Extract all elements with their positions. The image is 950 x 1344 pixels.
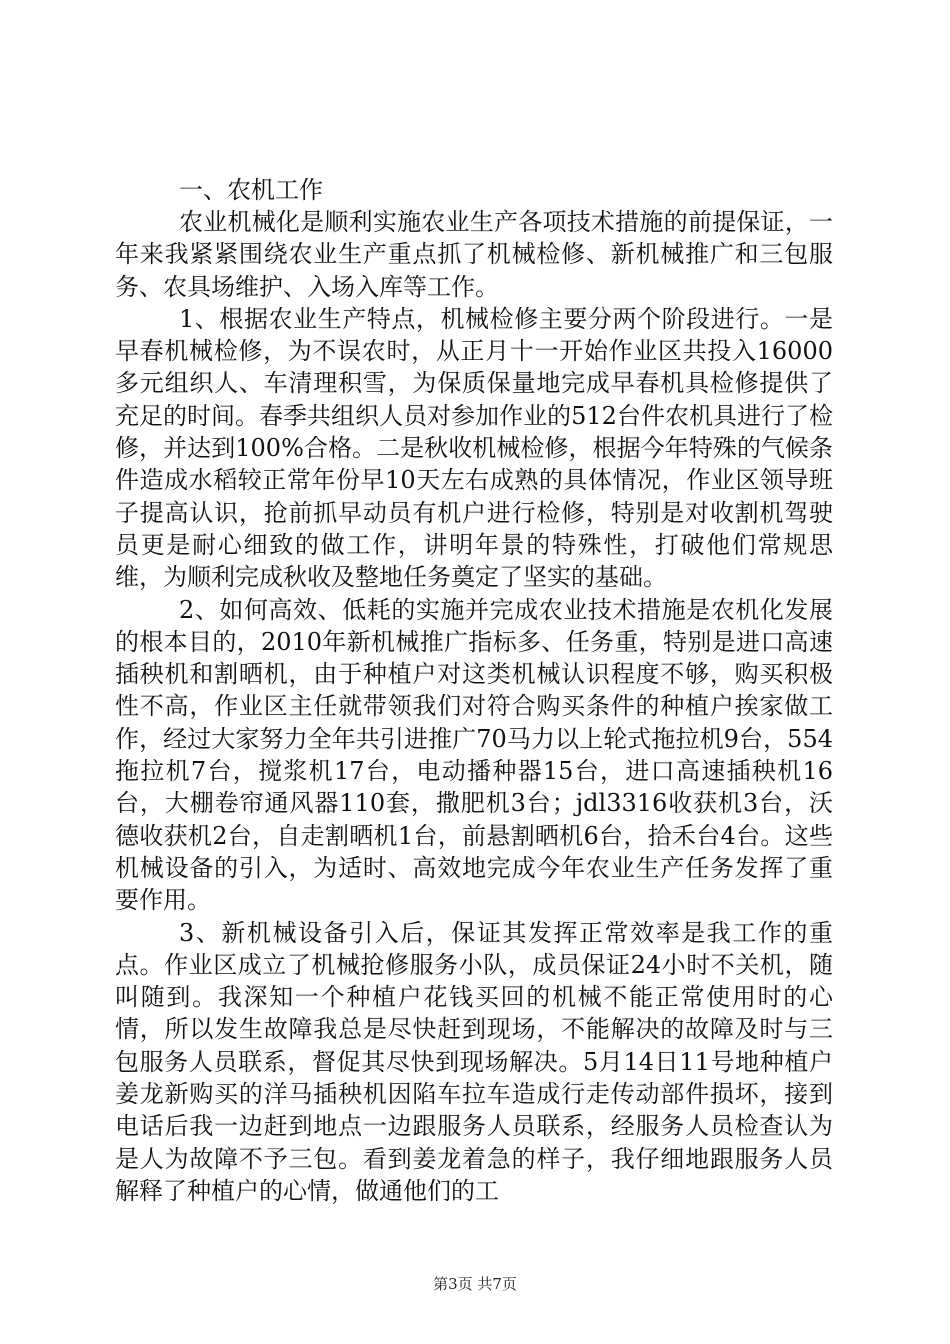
page-footer: 第3页 共7页	[433, 1275, 517, 1293]
paragraph-item-2: 2、如何高效、低耗的实施并完成农业技术措施是农机化发展的根本目的，2010年新机械推广指标多、任务重，特别是进口高速插秧机和割晒机，由于种植户对这类机械认识程度不够，购买积极性不高，作业区主任就带领我们对符合购买条件的种植户挨家做工作，经过大家努力全年共引进推广70马力以上轮式拖拉机9台，554拖拉机7台，搅浆机17台，电动播种器15台，进口高速插秧机16台，大棚卷帘通风器110套，撒肥机3台；jdl3316收获机3台，沃德收获机2台，自走割晒机1台，前悬割晒机6台，拾禾台4台。这些机械设备的引入，为适时、高效地完成今年农业生产任务发挥了重要作用。	[115, 595, 833, 915]
document-body	[115, 174, 833, 1207]
paragraph-item-3: 3、新机械设备引入后，保证其发挥正常效率是我工作的重点。作业区成立了机械抢修服务小队，成员保证24小时不关机，随叫随到。我深知一个种植户花钱买回的机械不能正常使用时的心情，所以发生故障我总是尽快赶到现场，不能解决的故障及时与三包服务人员联系，督促其尽快到现场解决。5月14日11号地种植户姜龙新购买的洋马插秧机因陷车拉车造成行走传动部件损坏，接到电话后我一边赶到地点一边跟服务人员联系，经服务人员检查认为是人为故障不予三包。看到姜龙着急的样子，我仔细地跟服务人员解释了种植户的心情，做通他们的工	[115, 918, 833, 1205]
paragraph-intro: 农业机械化是顺利实施农业生产各项技术措施的前提保证，一年来我紧紧围绕农业生产重点抓了机械检修、新机械推广和三包服务、农具场维护、入场入库等工作。	[115, 208, 833, 301]
section-heading: 一、农机工作	[179, 176, 323, 204]
paragraph-item-1: 1、根据农业生产特点，机械检修主要分两个阶段进行。一是早春机械检修，为不误农时，从正月十一开始作业区共投入16000多元组织人、车清理积雪，为保质保量地完成早春机具检修提供了充足的时间。春季共组织人员对参加作业的512台件农机具进行了检修，并达到100%合格。二是秋收机械检修，根据今年特殊的气候条件造成水稻较正常年份早10天左右成熟的具体情况，作业区领导班子提高认识，抢前抓早动员有机户进行检修，特别是对收割机驾驶员更是耐心细致的做工作，讲明年景的特殊性，打破他们常规思维，为顺利完成秋收及整地任务奠定了坚实的基础。	[115, 304, 833, 592]
